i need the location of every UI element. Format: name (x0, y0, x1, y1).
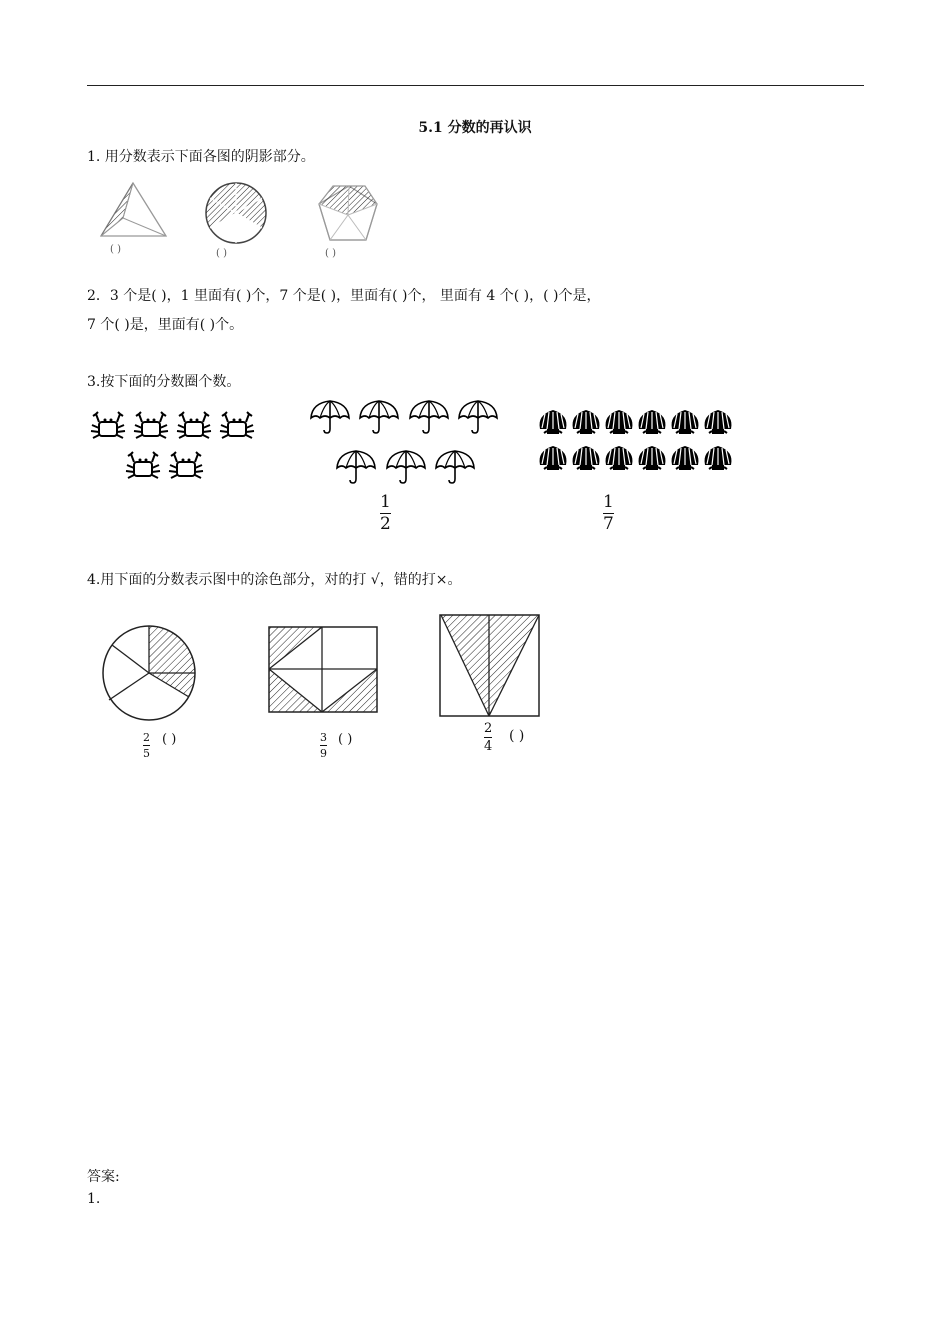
q3-fraction-shells (603, 494, 614, 533)
q4-fraction-3-denominator: 4 (484, 739, 493, 754)
umbrella-icon-group (311, 401, 497, 483)
crab-icon-group (91, 412, 254, 478)
question-2-line-1: 2．3 个是( )，1 里面有( )个，7 个是( )，里面有( )个， 里面有 4 个( )，( )个是， (87, 288, 601, 304)
question-3-text: 3.按下面的分数圈个数。 (87, 374, 241, 390)
q4-answer-blank-3[interactable]: ( ) (509, 728, 525, 744)
shell-icon-group (540, 410, 732, 470)
q4-fraction-1-numerator: 2 (143, 731, 150, 744)
page-title: 5.1 分数的再认识 (418, 120, 532, 136)
q4-fraction-2 (320, 732, 327, 759)
q4-fraction-2-denominator: 9 (320, 747, 327, 760)
q1-answer-blank-2[interactable]: ( ) (216, 248, 227, 259)
q3-fraction-2-denominator: 7 (603, 514, 614, 534)
question-1-text: 1. 用分数表示下面各图的阴影部分。 (87, 149, 315, 165)
q1-answer-blank-3[interactable]: ( ) (325, 248, 336, 259)
q4-circle-figure (103, 626, 195, 720)
answer-heading: 答案: (87, 1169, 120, 1185)
q4-fraction-2-numerator: 3 (320, 731, 327, 744)
q3-fraction-1-numerator: 1 (380, 492, 391, 512)
q4-rectangle-figure (269, 627, 377, 712)
question-4-text: 4.用下面的分数表示图中的涂色部分，对的打 √，错的打×。 (87, 572, 462, 588)
question-2-line-2: 7 个( )是，里面有( )个。 (87, 317, 244, 333)
q4-fraction-1 (143, 732, 150, 759)
q3-fraction-1-denominator: 2 (380, 514, 391, 534)
q3-fraction-2-numerator: 1 (603, 492, 614, 512)
q4-answer-blank-2[interactable]: ( ) (338, 732, 353, 747)
q4-fraction-1-denominator: 5 (143, 747, 150, 760)
q1-pentagon-figure (319, 186, 377, 240)
answer-item-1: 1. (87, 1191, 101, 1207)
q4-square-figure (440, 615, 539, 716)
q1-answer-blank-1[interactable]: ( ) (110, 244, 121, 255)
q1-triangle-figure (101, 183, 166, 236)
q4-fraction-3 (484, 722, 492, 753)
q3-fraction-umbrellas (380, 494, 391, 533)
header-rule (87, 85, 864, 86)
q1-circle-figure (206, 183, 266, 243)
q4-answer-blank-1[interactable]: ( ) (162, 732, 177, 747)
q4-fraction-3-numerator: 2 (484, 721, 493, 736)
